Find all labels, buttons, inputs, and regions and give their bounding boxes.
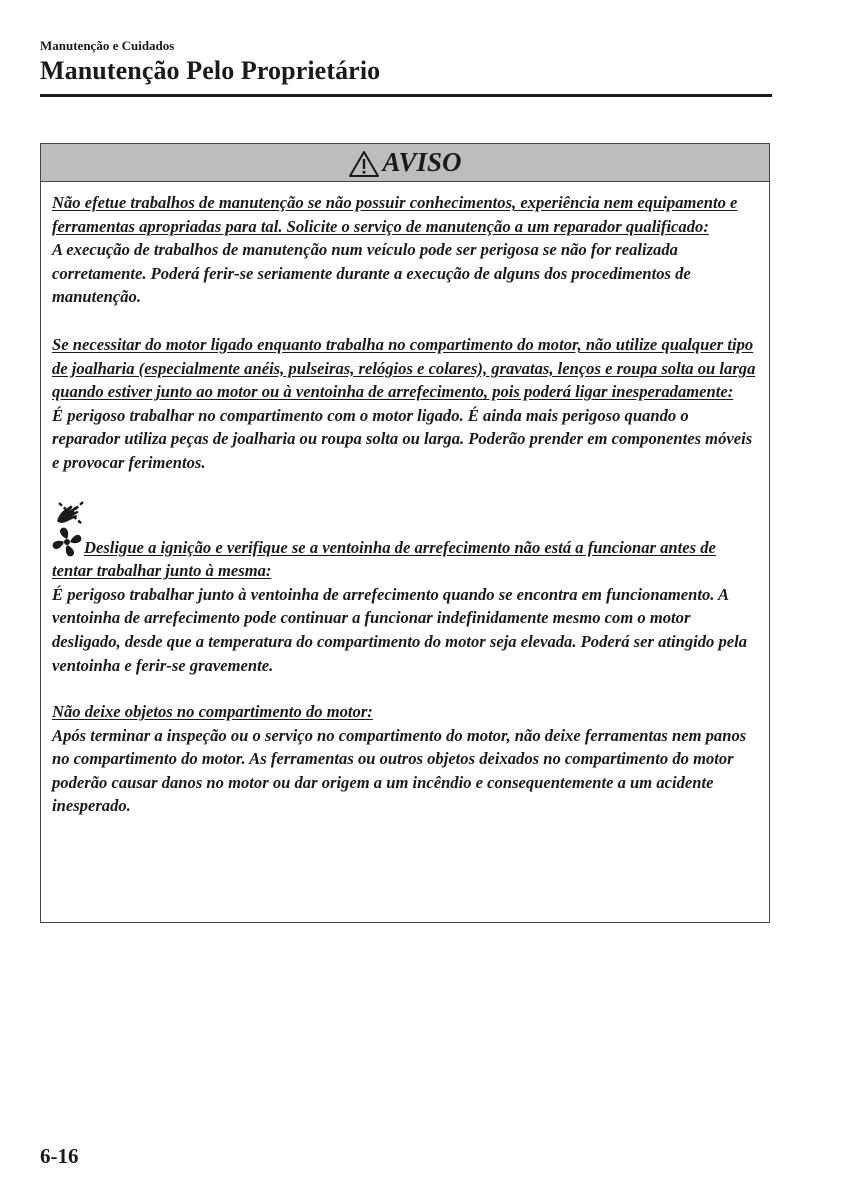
page-title: Manutenção Pelo Proprietário — [40, 56, 381, 85]
warning-paragraph-2 — [52, 333, 759, 475]
warning-triangle-icon — [348, 150, 380, 178]
paragraph-heading-row — [52, 527, 759, 583]
no-hands-icon — [53, 499, 87, 527]
paragraph-heading: Desligue a ignição e verifique se a ventoinha de arrefecimento não está a funcionar antes de tentar trabalhar junto à mesma: — [52, 537, 716, 581]
warning-box — [40, 143, 770, 923]
section-label: Manutenção e Cuidados — [40, 38, 175, 53]
cooling-fan-icon — [52, 527, 82, 557]
page-number: 6-16 — [40, 1144, 79, 1168]
paragraph-body: Após terminar a inspeção ou o serviço no compartimento do motor, não deixe ferramentas nem panos no compartimento do motor. As ferramentas ou outros objetos deixados no compartimento do motor poderão causar danos no motor ou dar origem a um incêndio e consequentemente a um acidente inesperado. — [52, 725, 747, 816]
paragraph-heading: Não deixe objetos no compartimento do motor: — [52, 702, 373, 722]
warning-header — [41, 144, 769, 182]
title-rule — [40, 94, 772, 97]
warning-paragraph-4 — [52, 700, 759, 818]
paragraph-heading: Não efetue trabalhos de manutenção se não possuir conhecimentos, experiência nem equipamento e ferramentas apropriadas para tal. Solicite o serviço de manutenção a um reparador qualificado: — [52, 193, 738, 236]
warning-body — [41, 191, 769, 818]
paragraph-body: É perigoso trabalhar no compartimento com o motor ligado. É ainda mais perigoso quando o reparador utiliza peças de joalharia ou roupa solta ou larga. Poderão prender em componentes móveis e provocar ferimentos. — [52, 405, 753, 472]
paragraph-body: É perigoso trabalhar junto à ventoinha de arrefecimento quando se encontra em funcionamento. A ventoinha de arrefecimento pode continuar a funcionar indefinidamente mesmo com o motor desligado, desde que a temperatura do compartimento do motor seja elevada. Poderá ser atingido pela ventoinha e ferir-se gravemente. — [52, 584, 748, 675]
warning-paragraph-3 — [52, 499, 759, 678]
warning-title: AVISO — [382, 147, 462, 177]
warning-paragraph-1 — [52, 191, 759, 309]
paragraph-body: A execução de trabalhos de manutenção num veículo pode ser perigosa se não for realizada corretamente. Poderá ferir-se seriamente durante a execução de alguns dos procedimentos de manutenção. — [52, 240, 691, 307]
paragraph-heading: Se necessitar do motor ligado enquanto trabalha no compartimento do motor, não utilize qualquer tipo de joalharia (especialmente anéis, pulseiras, relógios e colares), gravatas, lenços e roupa solta ou larga quando estiver junto ao motor ou à ventoinha de arrefecimento, pois poderá ligar inesperadamente: — [52, 334, 756, 402]
